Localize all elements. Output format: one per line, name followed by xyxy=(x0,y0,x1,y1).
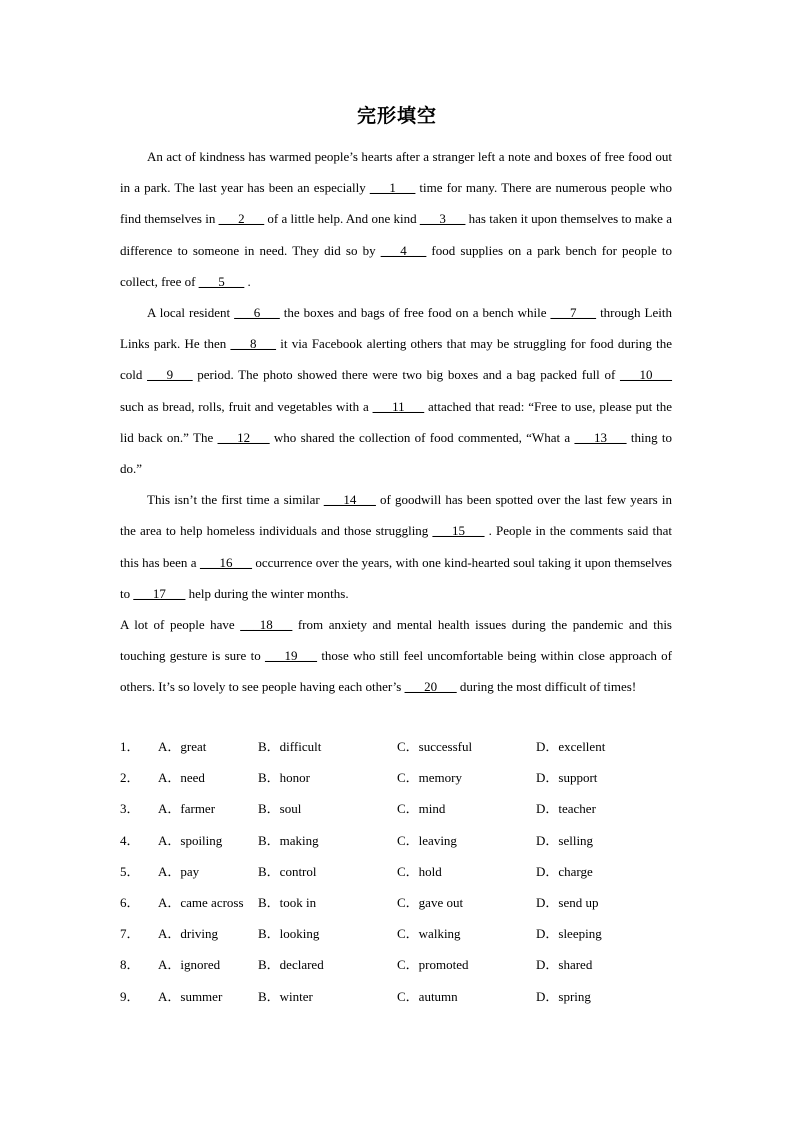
question-options-list xyxy=(120,733,680,1014)
passage-text: help during the winter months. xyxy=(185,585,349,601)
passage-text: occurrence over the years, with one kind-hearted soul taking it upon themselves to xyxy=(120,554,672,601)
option-d: D．shared xyxy=(536,957,593,973)
answer-blank: ___18___ xyxy=(240,617,293,633)
question-row xyxy=(120,983,680,1014)
passage-paragraph xyxy=(120,609,672,703)
passage-text: it via Facebook alerting others that may be struggling for food during the cold xyxy=(120,336,672,383)
answer-blank: ___20___ xyxy=(404,679,457,695)
option-c: C．gave out xyxy=(397,894,464,910)
answer-blank: ___2___ xyxy=(218,211,265,227)
passage-text: has taken it upon themselves to make a difference to someone in need. They did so by xyxy=(120,211,672,258)
option-d: D．charge xyxy=(536,863,593,879)
question-number: 1． xyxy=(120,739,140,754)
answer-blank: ___11___ xyxy=(372,398,425,414)
passage-text: such as bread, rolls, fruit and vegetables with a xyxy=(120,398,373,414)
question-row xyxy=(120,951,680,982)
passage-text: during the most difficult of times! xyxy=(456,679,637,695)
option-c: C．leaving xyxy=(397,832,457,848)
passage-text: the boxes and bags of free food on a bench while xyxy=(279,305,551,321)
question-row xyxy=(120,795,680,826)
passage-text: thing to do.” xyxy=(120,429,672,477)
option-a: A．driving xyxy=(158,926,218,942)
passage-text: those who still feel uncomfortable being within close approach of others. It’s so lovely to see people having each other’s xyxy=(120,648,672,695)
cloze-passage xyxy=(120,141,672,703)
answer-blank: ___5___ xyxy=(198,273,245,289)
passage-text: food supplies on a park bench for people to collect, free of xyxy=(120,242,672,289)
option-d: D．selling xyxy=(536,832,594,848)
option-a: A．great xyxy=(158,739,207,754)
passage-text: period. The photo showed there were two big boxes and a bag packed full of xyxy=(192,367,620,383)
page-title: 完形填空 xyxy=(356,105,437,127)
answer-blank: ___13___ xyxy=(574,429,627,445)
answer-blank: ___10___ xyxy=(620,367,672,383)
option-d: D．excellent xyxy=(536,739,606,754)
question-number: 2． xyxy=(120,770,140,786)
answer-blank: ___1___ xyxy=(369,180,416,196)
answer-blank: ___6___ xyxy=(234,305,280,321)
option-b: B．took in xyxy=(258,894,317,910)
option-a: A．came across xyxy=(158,894,244,910)
option-b: B．making xyxy=(258,832,319,848)
question-row xyxy=(120,858,680,889)
question-number: 3． xyxy=(120,801,140,817)
option-c: C．memory xyxy=(397,770,462,786)
option-a: A．summer xyxy=(158,988,223,1004)
option-a: A．need xyxy=(158,770,205,786)
option-b: B．difficult xyxy=(258,739,322,754)
option-d: D．sleeping xyxy=(536,926,602,942)
passage-text: attached that read: “Free to use, please put the lid back on.” The xyxy=(120,398,672,445)
option-a: A．farmer xyxy=(158,801,216,817)
answer-blank: ___8___ xyxy=(230,336,276,352)
option-a: A．ignored xyxy=(158,957,221,973)
answer-blank: ___12___ xyxy=(217,429,270,445)
option-b: B．declared xyxy=(258,957,324,973)
question-number: 7． xyxy=(120,926,140,942)
passage-text: of goodwill has been spotted over the last few years in the area to help homeless individuals and those struggling xyxy=(120,492,672,539)
passage-text: This isn’t the first time a similar xyxy=(147,492,324,508)
option-d: D．send up xyxy=(536,894,599,910)
option-c: C．walking xyxy=(397,926,461,942)
question-number: 6． xyxy=(120,894,140,910)
passage-paragraph xyxy=(120,141,672,297)
option-b: B．winter xyxy=(258,988,313,1004)
passage-paragraph xyxy=(120,484,672,609)
option-c: C．mind xyxy=(397,801,446,817)
passage-text: of a little help. And one kind xyxy=(264,211,420,227)
passage-text: through Leith Links park. He then xyxy=(120,305,672,352)
passage-text: who shared the collection of food commented, “What a xyxy=(269,429,575,445)
option-d: D．spring xyxy=(536,988,591,1004)
option-a: A．spoiling xyxy=(158,832,223,848)
question-number: 8． xyxy=(120,957,140,973)
answer-blank: ___3___ xyxy=(419,211,466,227)
passage-text: A lot of people have xyxy=(120,617,241,633)
option-b: B．looking xyxy=(258,926,320,942)
passage-text: . People in the comments said that this has been a xyxy=(120,523,672,570)
passage-text: . xyxy=(244,273,251,289)
question-row xyxy=(120,764,680,795)
answer-blank: ___4___ xyxy=(380,242,427,258)
answer-blank: ___16___ xyxy=(199,554,252,570)
question-row xyxy=(120,889,680,920)
passage-text: from anxiety and mental health issues during the pandemic and this touching gesture is sure to xyxy=(120,617,672,664)
answer-blank: ___9___ xyxy=(147,367,193,383)
answer-blank: ___19___ xyxy=(265,648,318,664)
option-d: D．support xyxy=(536,770,598,786)
question-number: 5． xyxy=(120,863,140,879)
option-c: C．autumn xyxy=(397,988,458,1004)
option-b: B．honor xyxy=(258,770,311,786)
question-row xyxy=(120,920,680,951)
question-row xyxy=(120,827,680,858)
passage-paragraph xyxy=(120,297,672,484)
question-row xyxy=(120,733,680,764)
answer-blank: ___7___ xyxy=(550,305,597,321)
option-b: B．control xyxy=(258,863,317,879)
passage-text: time for many. There are numerous people who find themselves in xyxy=(120,180,672,227)
option-c: C．promoted xyxy=(397,957,469,973)
answer-blank: ___17___ xyxy=(133,585,186,601)
answer-blank: ___14___ xyxy=(323,492,376,508)
passage-text: A local resident xyxy=(147,305,235,321)
question-number: 9． xyxy=(120,988,140,1004)
option-c: C．hold xyxy=(397,863,442,879)
question-number: 4． xyxy=(120,832,140,848)
option-d: D．teacher xyxy=(536,801,596,817)
option-c: C．successful xyxy=(397,739,473,754)
passage-text: An act of kindness has warmed people’s hearts after a stranger left a note and boxes of free food out in a park. The last year has been an especially xyxy=(120,149,672,196)
option-b: B．soul xyxy=(258,801,302,817)
option-a: A．pay xyxy=(158,863,200,879)
answer-blank: ___15___ xyxy=(432,523,485,539)
